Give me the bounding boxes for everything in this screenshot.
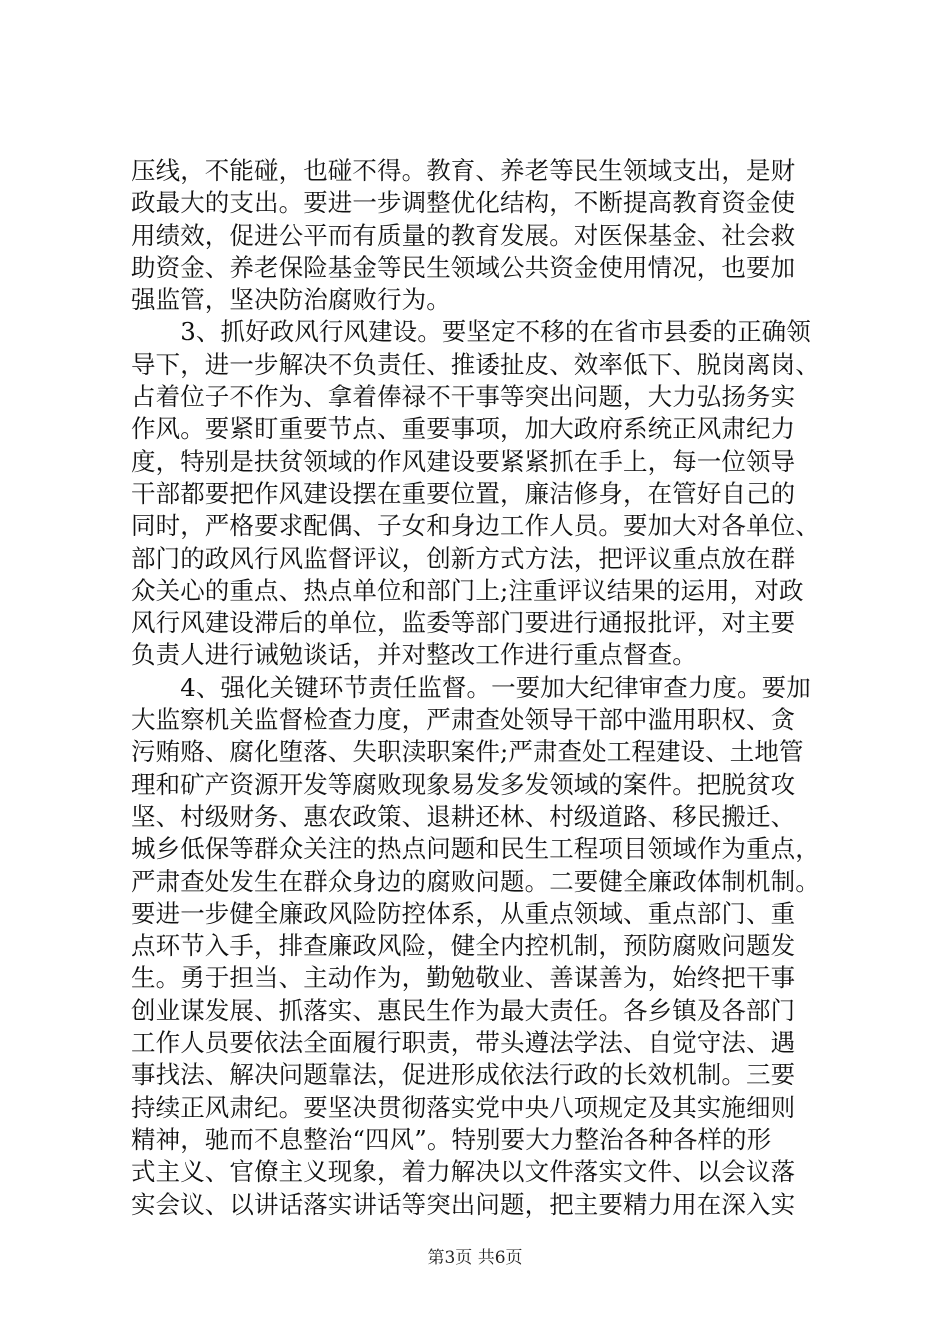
text-line: 强监管，坚决防治腐败行为。 (131, 285, 451, 315)
text-line: 大监察机关监督检查力度，严肃查处领导干部中滥用职权、贪 (131, 705, 796, 735)
text-line: 点环节入手，排查廉政风险，健全内控机制，预防腐败问题发 (131, 931, 796, 961)
text-line: 3、抓好政风行风建设。要坚定不移的在省市县委的正确领 (131, 317, 811, 347)
text-line: 干部都要把作风建设摆在重要位置，廉洁修身，在管好自己的 (131, 478, 796, 508)
text-line: 同时，严格要求配偶、子女和身边工作人员。要加大对各单位、 (131, 511, 820, 541)
text-line: 众关心的重点、热点单位和部门上;注重评议结果的运用，对政 (131, 575, 804, 605)
document-body (131, 155, 831, 1221)
text-line: 要进一步健全廉政风险防控体系，从重点领域、重点部门、重 (131, 898, 796, 928)
text-line: 助资金、养老保险基金等民生领域公共资金使用情况，也要加 (131, 252, 796, 282)
text-line: 理和矿产资源开发等腐败现象易发多发领域的案件。把脱贫攻 (131, 769, 796, 799)
text-line: 政最大的支出。要进一步调整优化结构，不断提高教育资金使 (131, 188, 796, 218)
text-line: 坚、村级财务、惠农政策、退耕还林、村级道路、移民搬迁、 (131, 801, 796, 831)
text-line: 度，特别是扶贫领域的作风建设要紧紧抓在手上，每一位领导 (131, 446, 796, 476)
text-line: 严肃查处发生在群众身边的腐败问题。二要健全廉政体制机制。 (131, 866, 820, 896)
text-line: 占着位子不作为、拿着俸禄不干事等突出问题，大力弘扬务实 (131, 382, 796, 412)
text-line: 导下，进一步解决不负责任、推诿扯皮、效率低下、脱岗离岗、 (131, 349, 820, 379)
text-line: 事找法、解决问题靠法，促进形成依法行政的长效机制。三要 (131, 1060, 796, 1090)
text-line: 工作人员要依法全面履行职责，带头遵法学法、自觉守法、遇 (131, 1028, 796, 1058)
text-line: 风行风建设滞后的单位，监委等部门要进行通报批评，对主要 (131, 608, 796, 638)
text-line: 污贿赂、腐化堕落、失职渎职案件;严肃查处工程建设、土地管 (131, 737, 804, 767)
text-line: 持续正风肃纪。要坚决贯彻落实党中央八项规定及其实施细则 (131, 1092, 796, 1122)
text-line: 创业谋发展、抓落实、惠民生作为最大责任。各乡镇及各部门 (131, 995, 796, 1025)
text-line: 式主义、官僚主义现象，着力解决以文件落实文件、以会议落 (131, 1157, 796, 1187)
text-line: 4、强化关键环节责任监督。一要加大纪律审查力度。要加 (131, 672, 811, 702)
text-line: 生。勇于担当、主动作为，勤勉敬业、善谋善为，始终把干事 (131, 963, 796, 993)
text-line: 压线，不能碰，也碰不得。教育、养老等民生领域支出，是财 (131, 156, 796, 185)
page-footer: 第3页 共6页 (427, 1248, 523, 1268)
text-line: 作风。要紧盯重要节点、重要事项，加大政府系统正风肃纪力 (131, 414, 796, 444)
text-line: 实会议、以讲话落实讲话等突出问题，把主要精力用在深入实 (131, 1189, 796, 1219)
text-line: 负责人进行诫勉谈话，并对整改工作进行重点督查。 (131, 640, 697, 670)
text-line: 精神，驰而不息整治“四风”。特别要大力整治各种各样的形 (131, 1124, 772, 1154)
text-line: 城乡低保等群众关注的热点问题和民生工程项目领域作为重点， (131, 834, 820, 864)
text-line: 部门的政风行风监督评议，创新方式方法，把评议重点放在群 (131, 543, 796, 573)
text-line: 用绩效，促进公平而有质量的教育发展。对医保基金、社会救 (131, 220, 796, 250)
